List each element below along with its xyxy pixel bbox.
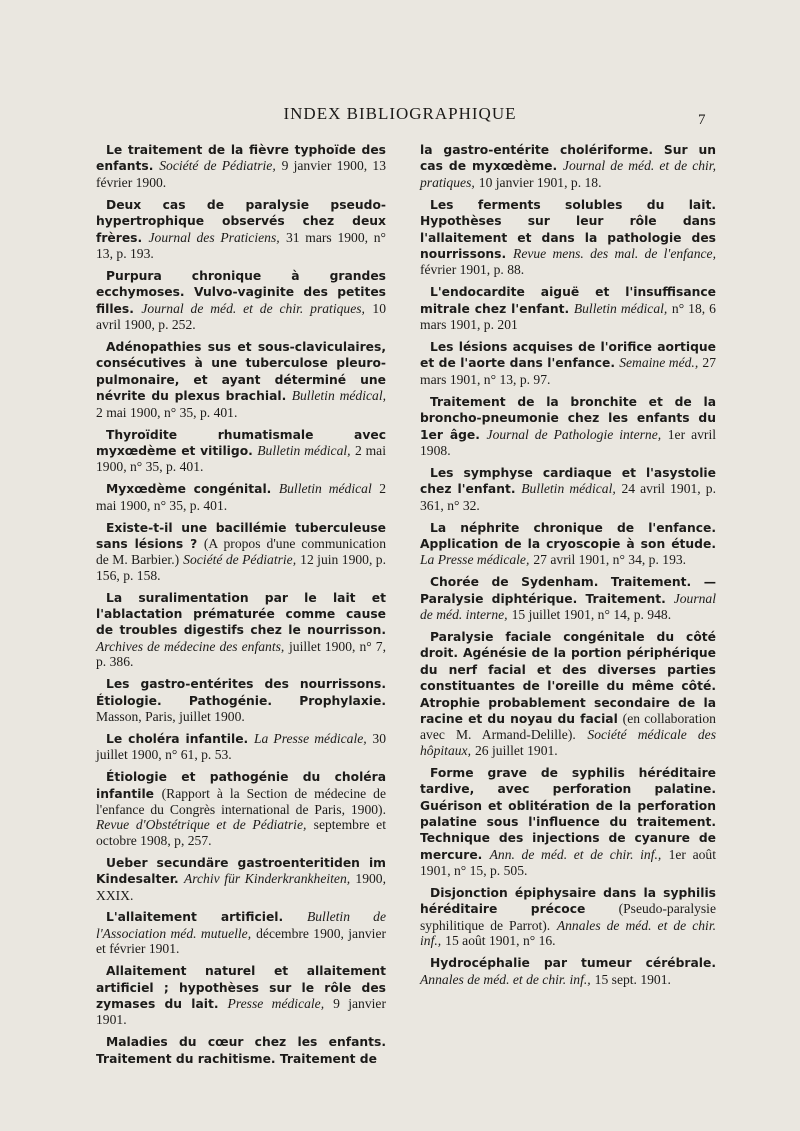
left-column (96, 142, 386, 1074)
bibliography-entry (420, 574, 716, 622)
entry-details: 10 janvier 1901, p. 18. (478, 174, 602, 190)
entry-title: Deux cas de paralysie pseudo-hypertrophique observés chez deux frères. (96, 197, 386, 245)
bibliography-entry (420, 955, 716, 987)
entry-details: n° 18, 6 mars 1901, p. 201 (420, 300, 716, 333)
bibliography-entry (420, 765, 716, 879)
entry-title: Étiologie et pathogénie du choléra infantile (96, 770, 386, 801)
bibliography-entry (96, 769, 386, 848)
entry-title: Les gastro-entérites des nourrissons. Étiologie. Pathogénie. Prophylaxie. (96, 677, 386, 708)
entry-details: février 1901, p. 88. (420, 262, 525, 278)
entry-details: 26 juillet 1901. (475, 742, 558, 758)
entry-title: L'allaitement artificiel. (106, 910, 284, 925)
entry-details: 15 sept. 1901. (594, 971, 671, 987)
entry-journal: Bulletin de l'Association méd. mutuelle, (96, 909, 386, 941)
entry-journal: Archives de médecine des enfants, (96, 638, 285, 654)
bibliography-entry (96, 339, 386, 420)
entry-note: (A propos d'une communication de M. Barbier.) (96, 535, 386, 568)
entry-note: (Rapport à la Section de médecine de l'enfance du Congrès international de Paris, 1900). (96, 785, 386, 818)
bibliography-entry (420, 629, 716, 758)
entry-journal: Ann. de méd. et de chir. inf., (489, 846, 662, 862)
bibliography-entry (420, 885, 716, 949)
entry-title: Allaitement naturel et allaitement artificiel ; hypothèses sur le rôle des zymases du lait. (96, 964, 386, 1011)
entry-details: 31 mars 1900, n° 13, p. 193. (96, 229, 386, 261)
entry-journal: Journal de méd. et de chir. pratiques, (141, 300, 365, 316)
entry-journal: Annales de méd. et de chir. inf., (420, 971, 591, 987)
bibliography-entry (96, 197, 386, 262)
entry-journal: Société médicale des hôpitaux, (420, 727, 716, 758)
entry-title: Thyroïdite rhumatismale avec myxœdème et vitiligo. (96, 427, 386, 458)
entry-details: 12 juin 1900, p. 156, p. 158. (96, 552, 386, 583)
bibliography-entry (96, 268, 386, 333)
entry-journal: Journal de méd. interne, (420, 590, 716, 623)
bibliography-entry (420, 465, 716, 513)
entry-details: 10 avril 1900, p. 252. (96, 300, 386, 333)
entry-title: La suralimentation par le lait et l'ablactation prématurée comme cause de troubles digestifs chez le nourrisson. (96, 590, 386, 638)
entry-title: Adénopathies sus et sous-claviculaires, consécutives à une tuberculose pleuro-pulmonaire, et ayant déterminé une névrite du plexus brachial. (96, 339, 386, 404)
entry-title: Chorée de Sydenham. Traitement. — Paralysie diphtérique. Traitement. (420, 575, 716, 606)
entry-title: L'endocardite aiguë et l'insuffisance mitrale chez l'enfant. (420, 285, 716, 316)
entry-journal: La Presse médicale, (253, 730, 367, 746)
entry-details: 9 janvier 1900, 13 février 1900. (96, 158, 386, 190)
right-column (420, 142, 716, 994)
entry-journal: Semaine méd., (619, 355, 699, 371)
entry-details: 1er avril 1908. (420, 426, 716, 458)
entry-title: Existe-t-il une bacillémie tuberculeuse sans lésions ? (96, 520, 386, 551)
bibliography-entry (96, 1034, 386, 1067)
entry-details: 2 mai 1900, n° 35, p. 401. (96, 481, 386, 513)
entry-journal: Journal des Praticiens, (148, 229, 280, 245)
entry-title: Les lésions acquises de l'orifice aortique et de l'aorte dans l'enfance. (420, 339, 716, 371)
entry-details: 30 juillet 1900, n° 61, p. 53. (96, 730, 386, 763)
entry-details: 15 juillet 1901, n° 14, p. 948. (511, 607, 672, 623)
entry-title: Myxœdème congénital. (106, 482, 272, 497)
entry-details: 1er août 1901, n° 15, p. 505. (420, 846, 716, 879)
entry-note: Masson, Paris, juillet 1900. (96, 709, 245, 724)
entry-title: la gastro-entérite cholériforme. Sur un cas de myxœdème. (420, 143, 716, 174)
entry-journal: Société de Pédiatrie, (159, 158, 276, 174)
entry-journal: La Presse médicale, (420, 552, 530, 568)
entry-details: 15 août 1901, n° 16. (445, 933, 556, 949)
bibliography-entry (420, 197, 716, 278)
entry-title: Les ferments solubles du lait. Hypothèses sur leur rôle dans l'allaitement et dans la pathologie des nourrissons. (420, 197, 716, 261)
bibliography-entry (420, 339, 716, 387)
entry-journal: Revue d'Obstétrique et de Pédiatrie, (96, 817, 307, 833)
entry-details: 2 mai 1900, n° 35, p. 401. (96, 404, 238, 420)
entry-journal: Annales de méd. et de chir. inf., (420, 917, 716, 949)
bibliography-entry (420, 520, 716, 568)
bibliography-entry (420, 394, 716, 459)
bibliography-entry (420, 142, 716, 190)
entry-journal: Presse médicale, (227, 996, 325, 1011)
entry-details: 1900, XXIX. (96, 871, 386, 903)
bibliography-entry (96, 481, 386, 513)
entry-journal: Société de Pédiatrie, (183, 552, 297, 568)
bibliography-entry (96, 731, 386, 763)
entry-title: Le traitement de la fièvre typhoïde des enfants. (96, 143, 386, 174)
entry-title: Le choléra infantile. (106, 731, 249, 746)
bibliography-entry (96, 427, 386, 475)
bibliography-entry (96, 963, 386, 1028)
entry-title: La néphrite chronique de l'enfance. Application de la cryoscopie à son étude. (420, 520, 716, 551)
entry-journal: Bulletin médical, (291, 388, 386, 404)
bibliography-entry (96, 142, 386, 190)
entry-journal: Bulletin médical, (573, 300, 668, 316)
entry-title: Hydrocéphalie par tumeur cérébrale. (430, 956, 716, 971)
entry-details: 24 avril 1901, p. 361, n° 32. (420, 481, 716, 513)
entry-details: 2 mai 1900, n° 35, p. 401. (96, 442, 386, 475)
bibliography-entry (96, 520, 386, 584)
bibliography-entry (96, 909, 386, 956)
entry-title: Disjonction épiphysaire dans la syphilis héréditaire précoce (420, 886, 716, 917)
bibliography-entry (420, 284, 716, 332)
entry-details: septembre et octobre 1908, p, 257. (96, 817, 386, 848)
entry-title: Les symphyse cardiaque et l'asystolie chez l'enfant. (420, 465, 716, 497)
entry-details: 9 janvier 1901. (96, 996, 386, 1028)
page-number: 7 (698, 112, 706, 128)
entry-title: Purpura chronique à grandes ecchymoses. Vulvo-vaginite des petites filles. (96, 268, 386, 316)
entry-title: Paralysie faciale congénitale du côté droit. Agénésie de la portion périphérique du nerf facial et des diverses parties constituantes de l'oreille du même côté. Atrophie probablement secondaire de la racine et du noyau du facial (420, 629, 716, 726)
entry-journal: Bulletin médical (278, 481, 372, 497)
entry-title: Traitement de la bronchite et de la broncho-pneumonie chez les enfants du 1er âge. (420, 394, 716, 442)
entry-note: (Pseudo-paralysie syphilitique de Parrot). (420, 901, 716, 933)
entry-journal: Revue mens. des mal. de l'enfance, (513, 245, 716, 261)
bibliography-entry (96, 676, 386, 724)
entry-journal: Bulletin médical, (257, 442, 351, 458)
bibliography-entry (96, 855, 386, 903)
entry-details: 27 avril 1901, n° 34, p. 193. (533, 552, 687, 568)
entry-journal: Archiv für Kinderkrankheiten, (183, 871, 351, 887)
entry-title: Maladies du cœur chez les enfants. Traitement du rachitisme. Traitement de (96, 1035, 386, 1066)
entry-journal: Bulletin médical, (521, 481, 616, 497)
bibliography-entry (96, 590, 386, 670)
entry-details: 27 mars 1901, n° 13, p. 97. (420, 355, 716, 387)
entry-details: juillet 1900, n° 7, p. 386. (96, 638, 386, 670)
entry-details: décembre 1900, janvier et février 1901. (96, 925, 387, 957)
entry-journal: Journal de Pathologie interne, (486, 426, 662, 442)
running-header: INDEX BIBLIOGRAPHIQUE (283, 104, 517, 123)
entry-note: (en collaboration avec M. Armand-Delille). (420, 711, 716, 743)
entry-journal: Journal de méd. et de chir, pratiques, (420, 158, 716, 190)
entry-title: Ueber secundäre gastroenteritiden im Kindesalter. (96, 855, 386, 887)
entry-title: Forme grave de syphilis héréditaire tardive, avec perforation palatine. Guérison et oblitération de la perforation palatine sous l'influence du traitement. Technique des injections de cyanure de mercure. (420, 765, 716, 862)
